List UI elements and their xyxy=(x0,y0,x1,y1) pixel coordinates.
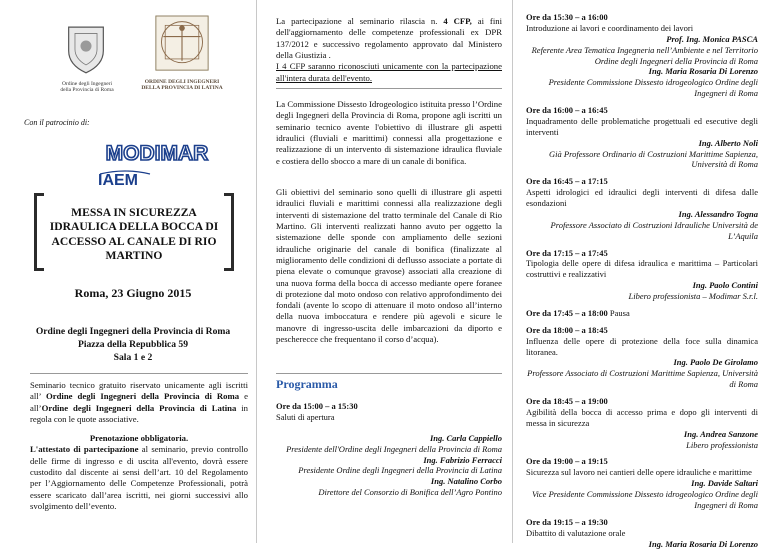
speaker-name: Ing. Carla Cappiello xyxy=(430,433,502,443)
venue-line: Ordine degli Ingegneri della Provincia di Roma xyxy=(24,326,242,339)
program-item xyxy=(526,517,758,549)
speaker xyxy=(526,357,758,390)
speaker-role: Professore Associato di Costruzioni Marittime Sapienza, Università di Roma xyxy=(527,368,758,389)
patrocinio-label: Con il patrocinio di: xyxy=(24,118,90,127)
program-item xyxy=(276,401,502,498)
program-desc: Inquadramento delle problematiche progettuali ed esecutive degli interventi xyxy=(526,116,758,138)
program-desc: Introduzione ai lavori e coordinamento dei lavori xyxy=(526,23,758,34)
seminar-text-bold: Ordine degli Ingegneri della Provincia di Roma xyxy=(46,391,239,401)
ordine-roma-logo xyxy=(62,24,110,76)
venue-line: Piazza della Repubblica 59 xyxy=(24,339,242,352)
program-item xyxy=(526,12,758,99)
modimar-logo xyxy=(102,140,212,166)
speaker-name: Ing. Fabrizio Ferracci xyxy=(423,455,502,465)
event-title-box xyxy=(34,193,234,271)
program-desc: Agibilità della bocca di accesso prima e dopo gli interventi di messa in sicurezza xyxy=(526,407,758,429)
speaker-role: Referente Area Tematica Ingegneria nell’Ambiente e nel Territorio Ordine degli Ingegneri della Provincia di Roma xyxy=(532,45,758,66)
caption-line: della Provincia di Roma xyxy=(48,87,126,93)
program-item xyxy=(526,396,758,450)
speaker-name: Ing. Alberto Noli xyxy=(699,138,758,148)
iaem-logo-text: IAEM xyxy=(98,172,138,188)
right-bracket xyxy=(224,193,234,271)
ordine-roma-caption xyxy=(48,81,126,94)
speaker-name: Ing. Alessandro Togna xyxy=(679,209,758,219)
ordine-latina-caption xyxy=(140,79,224,92)
speaker-name: Ing. Natalino Corbo xyxy=(431,476,502,486)
obiettivi-paragraph: Gli obiettivi del seminario sono quelli di illustrare gli aspetti idraulici fluviali e marittimi connessi alla realizzazione degli interventi di sistemazione del tratto terminale del Canale di Rio Martino. Gli interventi realizzati hanno avuto per oggetto la sistemazione delle sponde con ampliamento delle sezioni idrauliche originarie del canale di bonifica (finalizzate al miglioramento delle condizioni di deflusso associate a portate di piena elevate o comunque gravose) associati alla creazione di una nuova forma della bocca di accesso mediante opere foranee di protezione dal moto ondoso con relativo approfondimento dei fondali (avente lo scopo di attenuare il moto ondoso all’interno della nuova imboccatura e rendere più agevoli e sicure le manovre di ingresso-uscita delle imbarcazioni da diporto e pescherecce che frequentano il corso d’acqua). xyxy=(276,187,502,345)
column-divider xyxy=(256,0,257,543)
divider xyxy=(30,373,248,374)
iaem-logo xyxy=(98,170,152,193)
prenotazione-heading: Prenotazione obbligatoria. xyxy=(30,433,248,444)
program-column xyxy=(512,0,768,543)
speaker xyxy=(526,539,758,549)
seminar-text: in regola con le quote associative. xyxy=(30,403,248,424)
program-time: Ore da 15:30 – a 16:00 xyxy=(526,12,758,23)
speaker xyxy=(526,478,758,511)
speaker xyxy=(276,455,502,477)
speaker xyxy=(526,138,758,171)
prenotazione-text: al seminario, previo controllo delle firme di ingresso e di uscita all'evento, dovrà essere custodito dal discente ai sensi dell’art. 10 del Regolamento per l’Aggiornamento delle Competenze Professionali, potrà essere scaricato dall’area iscritti, nei giorni successivi allo svolgimento dell’evento. xyxy=(30,444,248,511)
speaker xyxy=(526,280,758,302)
event-date: Roma, 23 Giugno 2015 xyxy=(24,286,242,301)
modimar-logo-graphic xyxy=(102,140,212,166)
program-item xyxy=(526,176,758,241)
modimar-logo-text: MODIMAR xyxy=(106,142,209,165)
caption-line: ORDINE DEGLI INGEGNERI xyxy=(140,79,224,85)
speaker-name: Ing. Andrea Sanzone xyxy=(684,429,758,439)
program-item xyxy=(526,248,758,302)
caption-line: Ordine degli Ingegneri xyxy=(48,81,126,87)
ordine-latina-logo xyxy=(154,14,210,74)
program-list xyxy=(526,12,758,549)
cfp-info xyxy=(276,16,502,84)
program-item xyxy=(526,105,758,170)
divider xyxy=(276,88,502,89)
speaker xyxy=(526,34,758,67)
speaker-name: Ing. Maria Rosaria Di Lorenzo xyxy=(649,66,758,76)
program-time: Ore da 18:45 – a 19:00 xyxy=(526,396,758,407)
speaker-name: Ing. Paolo De Girolamo xyxy=(673,357,758,367)
event-title: MESSA IN SICUREZZA IDRAULICA DELLA BOCCA DI ACCESSO AL CANALE DI RIO MARTINO xyxy=(48,206,220,264)
iaem-logo-graphic xyxy=(98,170,152,188)
seminar-text: e all’ xyxy=(30,391,248,412)
program-time: Ore da 15:00 – a 15:30 xyxy=(276,401,502,412)
divider xyxy=(276,373,502,374)
program-desc: Tipologia delle opere di difesa idraulica e marittima – Particolari costruttivi e realizzativi xyxy=(526,258,758,280)
program-time: Ore da 17:45 – a 18:00 xyxy=(526,308,608,318)
program-desc: Pausa xyxy=(608,308,630,318)
program-item xyxy=(526,308,758,319)
speaker-role: Presidente Commissione Dissesto idrogeologico Ordine degli Ingegneri di Roma xyxy=(549,77,758,98)
cfp-note: I 4 CFP saranno riconosciuti unicamente con la partecipazione all'intera durata dell'evento. xyxy=(276,61,502,82)
speaker-name: Ing. Davide Saltari xyxy=(691,478,758,488)
program-time: Ore da 18:00 – a 18:45 xyxy=(526,325,758,336)
cfp-text: ai fini dell'aggiornamento delle competenze professionali ex DPR 137/2012 e successivo regolamento approvato dal Ministero della Giustizia . xyxy=(276,16,502,60)
program-time: Ore da 19:15 – a 19:30 xyxy=(526,517,758,528)
seminar-text: Seminario tecnico gratuito riservato unicamente agli iscritti all’ xyxy=(30,380,248,401)
speaker xyxy=(526,66,758,99)
speaker-name: Prof. Ing. Monica PASCA xyxy=(666,34,758,44)
speaker-role: Professore Associato di Costruzioni Idrauliche Università de L’Aquila xyxy=(551,220,758,241)
speaker-role: Libero professionista – Modimar S.r.l. xyxy=(629,291,758,301)
speaker-name: Ing. Maria Rosaria Di Lorenzo xyxy=(649,539,758,549)
speaker-role: Già Professore Ordinario di Costruzioni Marittime Sapienza, Università di Roma xyxy=(549,149,758,170)
cfp-text: La partecipazione al seminario rilascia n. xyxy=(276,16,443,26)
commissione-paragraph: La Commissione Dissesto Idrogeologico istituita presso l’Ordine degli Ingegneri della Provincia di Roma, propone agli iscritti un seminario tecnico avente l'obiettivo di illustrare gli aspetti idraulici (fluviali e marittimi) connessi alla progettazione e realizzazione di un intervento di sistemazione idraulica fluviale e costiera dello sbocco a mare di un canale di bonifica. xyxy=(276,99,502,167)
program-time: Ore da 16:45 – a 17:15 xyxy=(526,176,758,187)
program-desc: Aspetti idrologici ed idraulici degli interventi di difesa dalle esondazioni xyxy=(526,187,758,209)
speaker-name: Ing. Paolo Contini xyxy=(693,280,758,290)
seminar-text-bold: Ordine degli Ingegneri della Provincia di Latina xyxy=(42,403,237,413)
event-venue xyxy=(24,326,242,365)
speaker xyxy=(276,476,502,498)
seminar-info xyxy=(30,380,248,425)
program-desc: Dibattito di valutazione orale xyxy=(526,528,758,539)
program-item xyxy=(526,456,758,510)
speaker-role: Vice Presidente Commissione Dissesto idrogeologico Ordine degli Ingegneri di Roma xyxy=(532,489,758,510)
programma-heading: Programma xyxy=(276,377,502,392)
cfp-text-bold: 4 CFP, xyxy=(443,16,472,26)
caption-line: DELLA PROVINCIA DI LATINA xyxy=(140,85,224,91)
speaker xyxy=(526,429,758,451)
venue-line: Sala 1 e 2 xyxy=(24,352,242,365)
speaker-role: Presidente dell'Ordine degli Ingegneri della Provincia di Roma xyxy=(286,444,502,454)
program-item xyxy=(526,325,758,390)
program-desc: Influenza delle opere di protezione della foce sulla dinamica litoranea. xyxy=(526,336,758,358)
program-desc: Sicurezza sul lavoro nei cantieri delle opere idrauliche e marittime xyxy=(526,467,758,478)
program-time: Ore da 19:00 – a 19:15 xyxy=(526,456,758,467)
prenotazione-text-bold: L'attestato di partecipazione xyxy=(30,444,138,454)
program-desc: Saluti di apertura xyxy=(276,412,502,423)
speaker-role: Presidente Ordine degli Ingegneri della Provincia di Latina xyxy=(298,465,502,475)
speaker xyxy=(526,209,758,242)
program-time: Ore da 17:15 – a 17:45 xyxy=(526,248,758,259)
speaker-role: Libero professionista xyxy=(686,440,758,450)
speaker-role: Direttore del Consorzio di Bonifica dell’Agro Pontino xyxy=(318,487,502,497)
program-time: Ore da 16:00 – a 16:45 xyxy=(526,105,758,116)
left-bracket xyxy=(34,193,44,271)
speaker xyxy=(276,433,502,455)
prenotazione-info xyxy=(30,433,248,512)
